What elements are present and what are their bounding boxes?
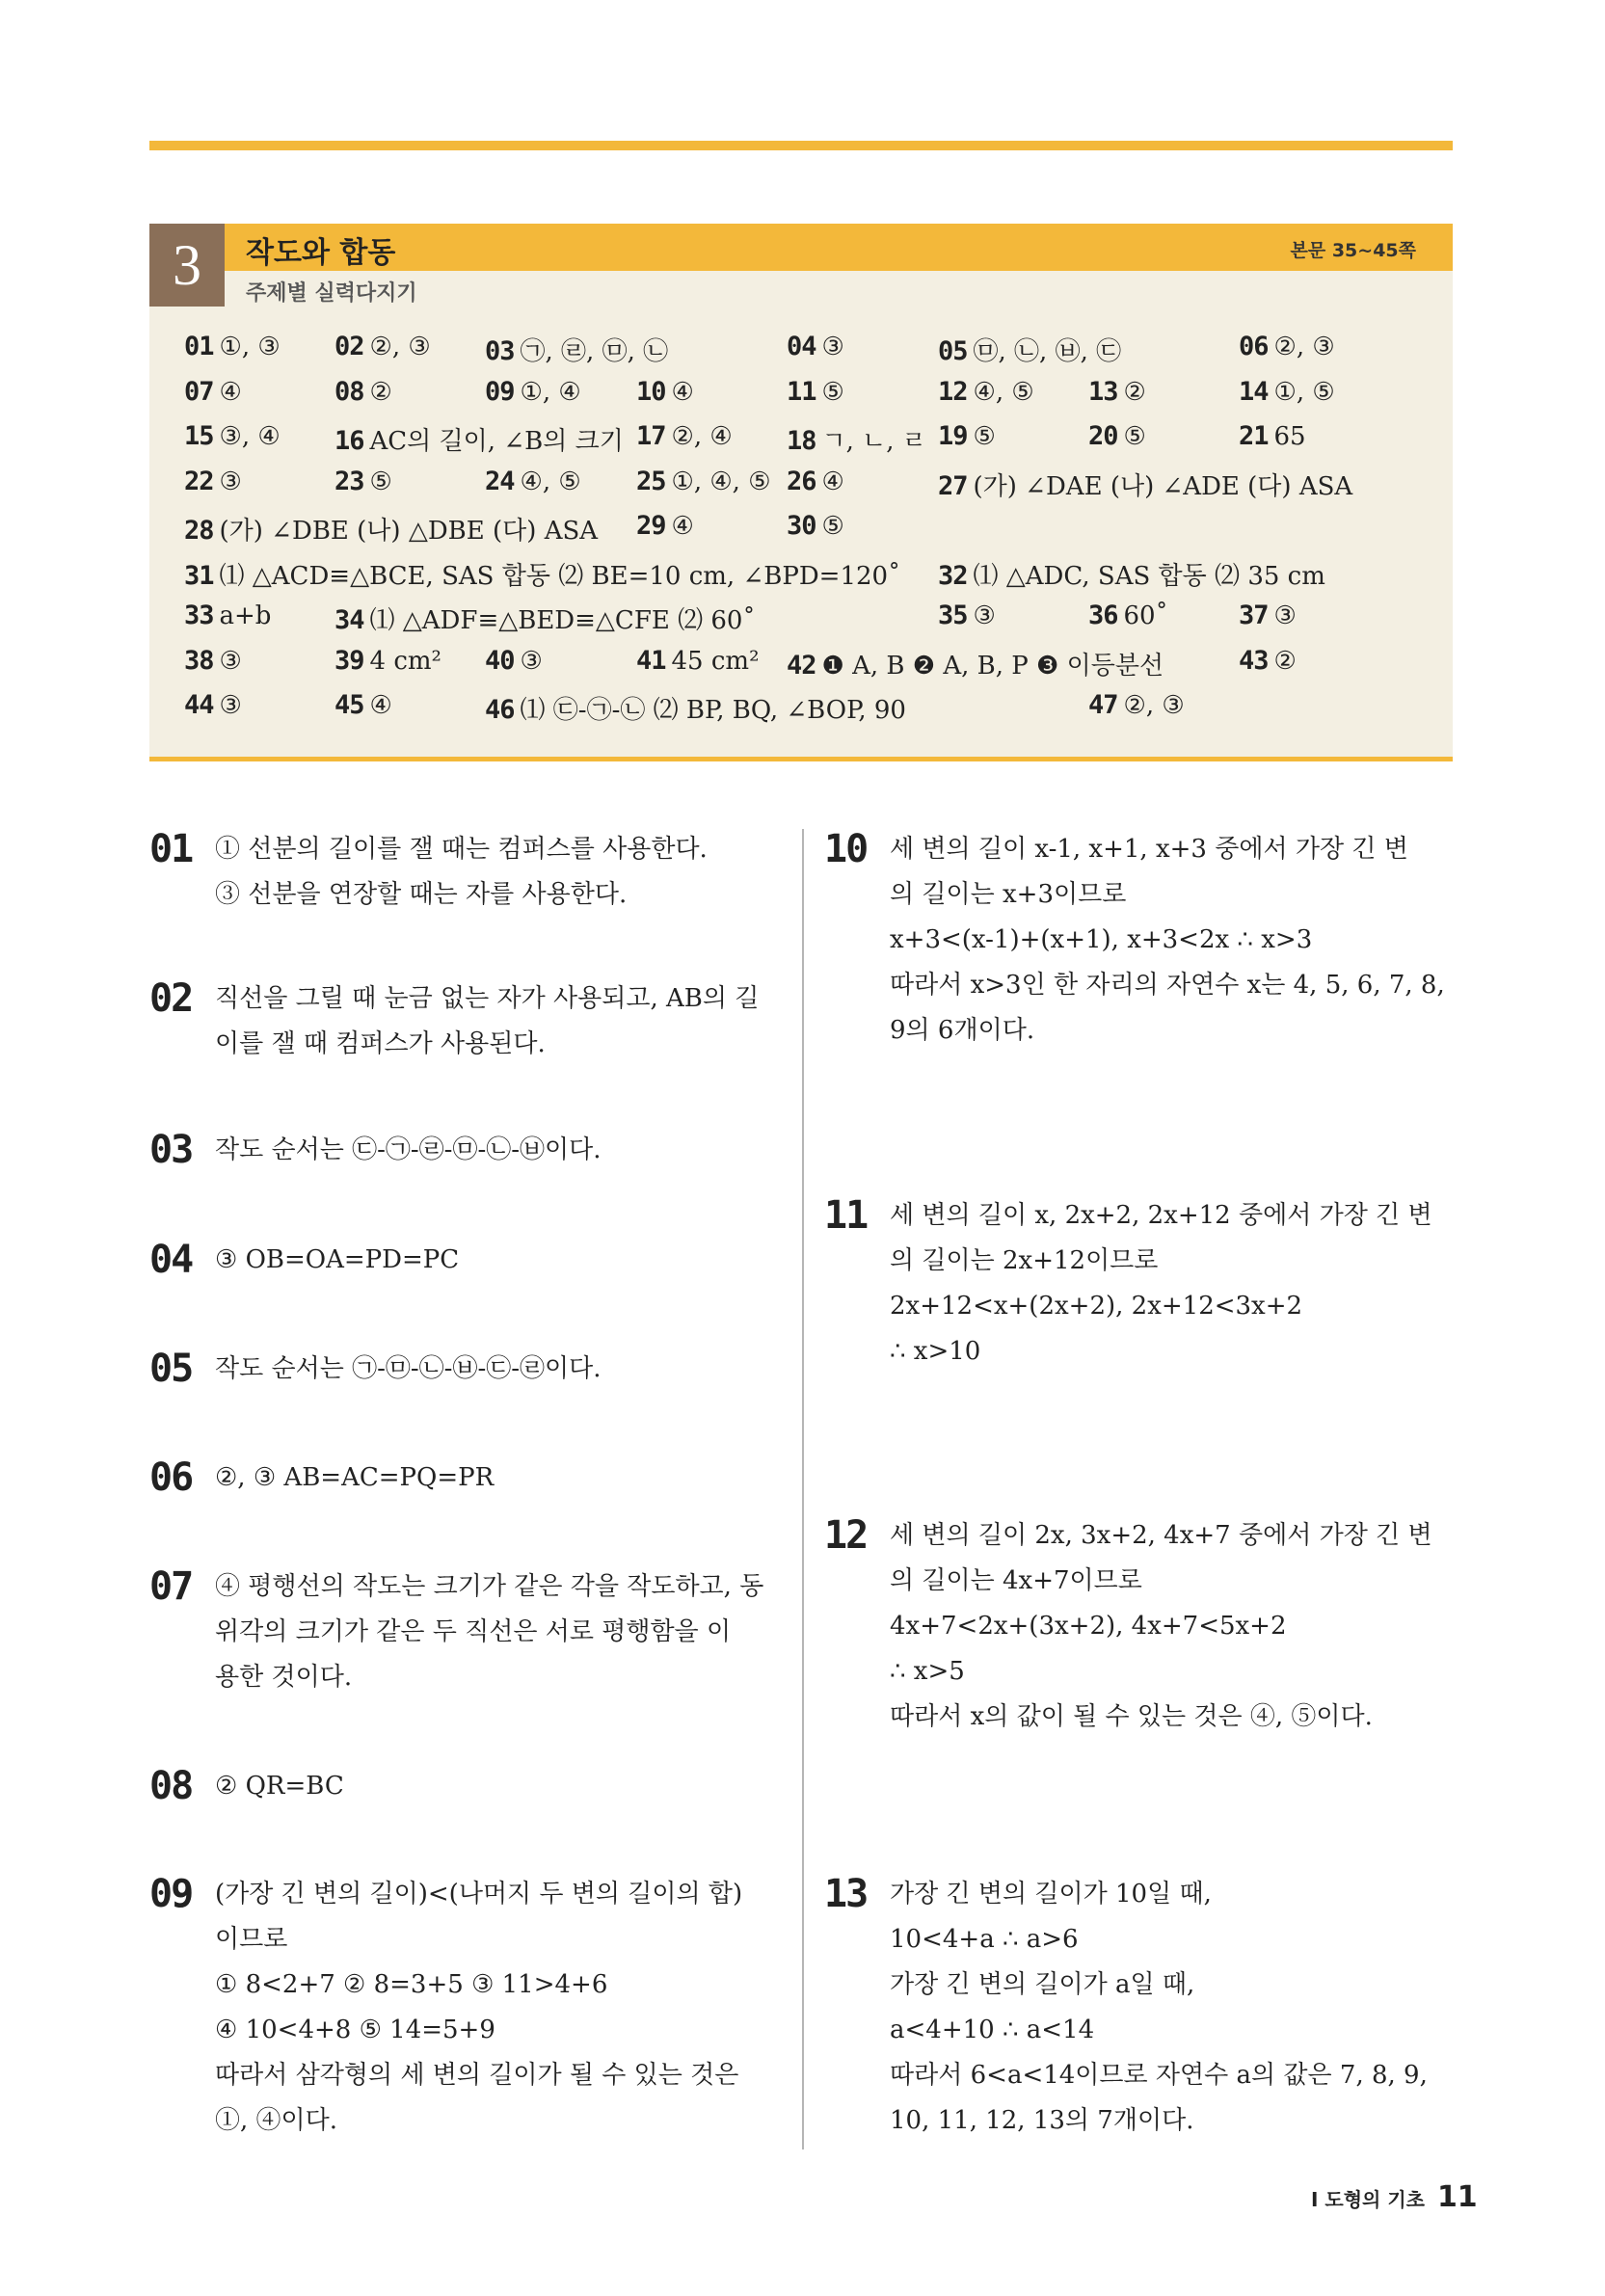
solution-line: ③ OB=OA=PD=PC <box>215 1245 460 1274</box>
answer-item <box>1239 377 1335 407</box>
answer-number: 20 <box>1088 421 1118 451</box>
answer-item <box>636 377 694 407</box>
solution-line: 따라서 x>3인 한 자리의 자연수 x는 4, 5, 6, 7, 8, <box>890 971 1445 1000</box>
solution-line: 용한 것이다. <box>215 1663 353 1692</box>
answer-text: 65 <box>1273 422 1306 451</box>
solution-number: 06 <box>149 1455 193 1500</box>
answer-number: 34 <box>334 605 364 635</box>
answer-number: 21 <box>1239 421 1269 451</box>
answer-box <box>149 224 1453 761</box>
answer-text: 60˚ <box>1123 601 1168 630</box>
solution-line: 의 길이는 x+3이므로 <box>890 880 1127 909</box>
answer-text: ④, ⑤ <box>973 377 1034 407</box>
answer-item <box>485 377 581 407</box>
answer-item <box>1088 377 1146 407</box>
page-reference: 본문 35~45쪽 <box>1290 240 1416 261</box>
answer-item <box>938 467 1352 502</box>
answer-item <box>636 421 733 451</box>
answer-number: 19 <box>938 421 968 451</box>
solution-text <box>215 976 759 1067</box>
answer-text: ③ <box>219 467 242 496</box>
answer-text: ③, ④ <box>219 422 281 451</box>
answer-item <box>334 690 392 720</box>
answer-text: ③ <box>973 601 996 630</box>
solution-line: 의 길이는 2x+12이므로 <box>890 1246 1159 1275</box>
answer-item <box>636 467 771 496</box>
answer-item <box>938 377 1034 407</box>
answer-number: 08 <box>334 376 364 407</box>
answer-number: 03 <box>485 336 515 366</box>
solution-line: ④ 10<4+8 ⑤ 14=5+9 <box>215 2016 495 2044</box>
answer-item <box>184 467 242 496</box>
answer-number: 43 <box>1239 645 1269 676</box>
answer-text: ㉤, ㉡, ㉥, ㉢ <box>973 337 1122 366</box>
answer-text: ② <box>369 377 392 407</box>
answer-item <box>938 421 996 451</box>
answer-number: 47 <box>1088 690 1118 720</box>
answer-item <box>184 332 281 361</box>
answer-text: ①, ④, ⑤ <box>671 467 771 496</box>
answer-text: ③ <box>1273 601 1297 630</box>
answer-number: 26 <box>787 466 816 496</box>
answer-text: ②, ③ <box>1123 691 1185 720</box>
answer-text: ④ <box>671 512 694 541</box>
answer-number: 01 <box>184 332 214 361</box>
answer-number: 38 <box>184 645 214 676</box>
solution-number: 12 <box>824 1513 868 1558</box>
answer-number: 24 <box>485 466 515 496</box>
answer-item <box>636 511 694 541</box>
solution-number: 08 <box>149 1764 193 1808</box>
answer-text: ①, ④ <box>520 377 581 407</box>
answer-number: 15 <box>184 421 214 451</box>
solution-number: 03 <box>149 1128 193 1172</box>
answer-number: 29 <box>636 511 666 541</box>
answer-number: 35 <box>938 601 968 630</box>
answer-text: ⑴ △ACD≡△BCE, SAS 합동 ⑵ BE=10 cm, ∠BPD=120˚ <box>219 561 901 591</box>
answer-item <box>787 467 844 496</box>
answer-item <box>787 646 1164 681</box>
answer-text: ①, ⑤ <box>1273 377 1335 407</box>
answer-number: 46 <box>485 695 515 725</box>
answer-number: 45 <box>334 690 364 720</box>
answer-text: 45 cm² <box>671 646 760 676</box>
answer-text: ③ <box>520 646 543 676</box>
answer-number: 32 <box>938 560 968 591</box>
solution-line: ① 8<2+7 ② 8=3+5 ③ 11>4+6 <box>215 1970 608 1999</box>
solution-line: 2x+12<x+(2x+2), 2x+12<3x+2 <box>890 1292 1303 1321</box>
solution-text <box>215 1347 602 1392</box>
answer-number: 18 <box>787 426 816 456</box>
answer-number: 28 <box>184 516 214 546</box>
answer-text: ⑤ <box>973 422 996 451</box>
answer-text: ❶ A, B ❷ A, B, P ❸ 이등분선 <box>821 651 1164 681</box>
answer-item <box>334 601 755 636</box>
solution-line: ② QR=BC <box>215 1772 344 1801</box>
answer-text: ④, ⑤ <box>520 467 581 496</box>
answer-text: a+b <box>219 601 272 630</box>
solution-text <box>215 1764 344 1809</box>
answer-number: 42 <box>787 650 816 681</box>
answer-item <box>938 556 1325 592</box>
solution-text <box>890 1513 1432 1740</box>
answer-item <box>1088 601 1168 630</box>
solution-line: 이를 잴 때 컴퍼스가 사용된다. <box>215 1029 546 1058</box>
answer-text: ② <box>1123 377 1146 407</box>
answer-number: 07 <box>184 376 214 407</box>
solution-text <box>215 1872 742 2144</box>
solution-number: 11 <box>824 1193 868 1238</box>
solution-line: 따라서 삼각형의 세 변의 길이가 될 수 있는 것은 <box>215 2061 739 2090</box>
answer-text: ⑴ △ADF≡△BED≡△CFE ⑵ 60˚ <box>369 606 756 635</box>
solution-line: ②, ③ AB=AC=PQ=PR <box>215 1463 495 1492</box>
solution-line: 직선을 그릴 때 눈금 없는 자가 사용되고, AB의 길 <box>215 984 760 1013</box>
answer-text: (가) ∠DBE (나) △DBE (다) ASA <box>219 517 599 546</box>
chapter-number: 3 <box>149 224 225 307</box>
answer-text: ④ <box>821 467 844 496</box>
answer-text: ③ <box>219 691 242 720</box>
answer-number: 04 <box>787 332 816 361</box>
solution-line: 따라서 6<a<14이므로 자연수 a의 값은 7, 8, 9, <box>890 2061 1428 2090</box>
answer-item <box>1088 421 1146 451</box>
answer-item <box>184 690 242 720</box>
solution-line: x+3<(x-1)+(x+1), x+3<2x ∴ x>3 <box>890 925 1313 954</box>
solution-number: 05 <box>149 1347 193 1391</box>
solution-line: 10, 11, 12, 13의 7개이다. <box>890 2106 1194 2135</box>
solution-line: ∴ x>10 <box>890 1337 981 1366</box>
answer-text: ② <box>1273 646 1297 676</box>
answer-text: ⑴ △ADC, SAS 합동 ⑵ 35 cm <box>973 561 1325 591</box>
answer-item <box>334 646 441 676</box>
solution-number: 02 <box>149 976 193 1021</box>
solution-line: 10<4+a ∴ a>6 <box>890 1925 1079 1954</box>
answer-text: ㉠, ㉣, ㉤, ㉡ <box>520 337 669 366</box>
solution-line: 따라서 x의 값이 될 수 있는 것은 ④, ⑤이다. <box>890 1702 1373 1731</box>
answer-number: 13 <box>1088 376 1118 407</box>
chapter-subtitle: 주제별 실력다지기 <box>246 281 417 306</box>
answer-text: ㄱ, ㄴ, ㄹ <box>821 427 926 456</box>
answer-text: ⑤ <box>821 512 844 541</box>
solution-line: 의 길이는 4x+7이므로 <box>890 1566 1142 1595</box>
solution-line: 세 변의 길이 x, 2x+2, 2x+12 중에서 가장 긴 변 <box>890 1201 1432 1230</box>
solution-text <box>215 1564 763 1700</box>
answer-item <box>938 332 1121 367</box>
answer-text: ⑤ <box>821 377 844 407</box>
answer-number: 14 <box>1239 376 1269 407</box>
answer-item <box>1088 690 1185 720</box>
solution-text <box>890 1193 1432 1375</box>
solution-text <box>215 827 708 918</box>
answer-number: 41 <box>636 645 666 676</box>
answer-number: 23 <box>334 466 364 496</box>
answer-number: 40 <box>485 645 515 676</box>
answer-text: AC의 길이, ∠B의 크기 <box>369 427 624 456</box>
answer-number: 27 <box>938 470 968 501</box>
solution-number: 13 <box>824 1872 868 1916</box>
solution-line: 세 변의 길이 2x, 3x+2, 4x+7 중에서 가장 긴 변 <box>890 1521 1432 1550</box>
solution-line: 작도 순서는 ㉠-㉤-㉡-㉥-㉢-㉣이다. <box>215 1354 602 1383</box>
answer-number: 06 <box>1239 332 1269 361</box>
answer-item <box>184 601 271 630</box>
column-divider <box>802 829 804 2149</box>
solution-line: ④ 평행선의 작도는 크기가 같은 각을 작도하고, 동 <box>215 1572 764 1601</box>
solution-line: 9의 6개이다. <box>890 1016 1035 1045</box>
solution-text <box>890 827 1445 1054</box>
answer-item <box>787 421 926 457</box>
answer-item <box>787 332 844 361</box>
chapter-title: 작도와 합동 <box>246 236 396 270</box>
answer-item <box>184 646 242 676</box>
answer-item <box>334 377 392 407</box>
answer-number: 37 <box>1239 601 1269 630</box>
answer-text: ⑴ ㉢-㉠-㉡ ⑵ BP, BQ, ∠BOP, 90 <box>520 696 906 725</box>
answer-text: ④ <box>369 691 392 720</box>
answer-item <box>938 601 996 630</box>
answer-text: ②, ③ <box>369 333 431 361</box>
footer-section: Ⅰ 도형의 기초 <box>1311 2188 1425 2211</box>
answer-item <box>334 467 392 496</box>
answer-text: ⑤ <box>1123 422 1146 451</box>
answer-number: 11 <box>787 376 816 407</box>
answer-number: 33 <box>184 601 214 630</box>
answer-number: 09 <box>485 376 515 407</box>
solution-text <box>215 1128 602 1173</box>
answer-number: 22 <box>184 466 214 496</box>
solution-number: 09 <box>149 1872 193 1916</box>
solution-text <box>215 1455 494 1501</box>
answer-item <box>787 511 844 541</box>
answer-item <box>485 332 668 367</box>
answer-item <box>485 646 543 676</box>
solution-line: ∴ x>5 <box>890 1657 965 1686</box>
answer-item <box>485 467 581 496</box>
answer-text: ③ <box>219 646 242 676</box>
solution-line: 위각의 크기가 같은 두 직선은 서로 평행함을 이 <box>215 1617 732 1646</box>
answer-number: 17 <box>636 421 666 451</box>
solution-number: 01 <box>149 827 193 871</box>
answer-item <box>184 556 900 592</box>
answer-text: (가) ∠DAE (나) ∠ADE (다) ASA <box>973 471 1353 501</box>
answer-item <box>787 377 844 407</box>
solution-line: ① 선분의 길이를 잴 때는 컴퍼스를 사용한다. <box>215 835 708 864</box>
answer-text: ④ <box>671 377 694 407</box>
answer-number: 31 <box>184 560 214 591</box>
solution-text <box>890 1872 1428 2144</box>
answer-item <box>1239 601 1297 630</box>
page-footer <box>1311 2180 1478 2214</box>
answer-item <box>334 421 624 457</box>
answer-text: ②, ④ <box>671 422 733 451</box>
answer-number: 39 <box>334 645 364 676</box>
answer-number: 10 <box>636 376 666 407</box>
solution-number: 07 <box>149 1564 193 1609</box>
solution-number: 04 <box>149 1238 193 1282</box>
solution-line: ③ 선분을 연장할 때는 자를 사용한다. <box>215 880 628 909</box>
answer-item <box>1239 421 1306 451</box>
answer-item <box>184 421 281 451</box>
answer-item <box>1239 646 1297 676</box>
answer-item <box>636 646 760 676</box>
solution-line: 가장 긴 변의 길이가 10일 때, <box>890 1880 1212 1909</box>
answer-item <box>184 511 598 547</box>
answer-text: ④ <box>219 377 242 407</box>
solution-line: 세 변의 길이 x-1, x+1, x+3 중에서 가장 긴 변 <box>890 835 1408 864</box>
answer-number: 44 <box>184 690 214 720</box>
solution-line: ①, ④이다. <box>215 2106 338 2135</box>
answer-item <box>334 332 431 361</box>
solution-line: 가장 긴 변의 길이가 a일 때, <box>890 1970 1195 1999</box>
answer-number: 30 <box>787 511 816 541</box>
answer-number: 36 <box>1088 601 1118 630</box>
answer-item <box>1239 332 1335 361</box>
top-rule <box>149 141 1453 150</box>
answer-number: 05 <box>938 336 968 366</box>
solution-text <box>215 1238 459 1283</box>
answer-text: ①, ③ <box>219 333 281 361</box>
answer-text: ③ <box>821 333 844 361</box>
answer-number: 12 <box>938 376 968 407</box>
solution-line: 4x+7<2x+(3x+2), 4x+7<5x+2 <box>890 1612 1287 1641</box>
solution-line: a<4+10 ∴ a<14 <box>890 2016 1095 2044</box>
solution-line: 작도 순서는 ㉢-㉠-㉣-㉤-㉡-㉥이다. <box>215 1135 602 1164</box>
answer-number: 25 <box>636 466 666 496</box>
solution-line: (가장 긴 변의 길이)<(나머지 두 변의 길이의 합) <box>215 1880 743 1909</box>
answer-text: 4 cm² <box>369 646 441 676</box>
answer-number: 02 <box>334 332 364 361</box>
answer-text: ⑤ <box>369 467 392 496</box>
answer-item <box>184 377 242 407</box>
solution-line: 이므로 <box>215 1925 288 1954</box>
answer-number: 16 <box>334 426 364 456</box>
answer-text: ②, ③ <box>1273 333 1335 361</box>
page-number: 11 <box>1436 2180 1478 2214</box>
answer-item <box>485 690 906 726</box>
solution-number: 10 <box>824 827 868 871</box>
